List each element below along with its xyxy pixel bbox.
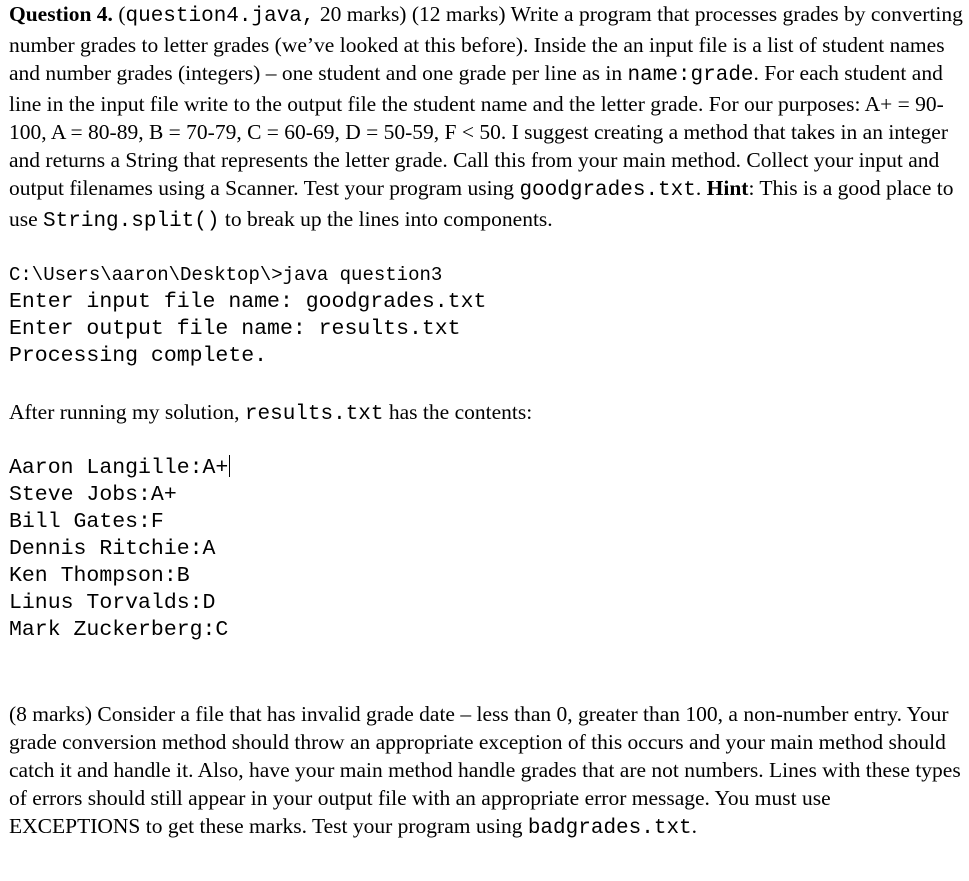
console-block [9, 262, 964, 370]
after-run-text-b: has the contents: [383, 400, 533, 424]
result-line: Mark Zuckerberg:C [9, 618, 229, 642]
result-line: Ken Thompson:B [9, 564, 190, 588]
test-file-code: goodgrades.txt [519, 179, 696, 202]
question-text-e: : This is a good place to use [9, 176, 954, 231]
console-line: Enter output file name: results.txt [9, 317, 461, 341]
results-block [9, 455, 964, 644]
bad-grades-file-code: badgrades.txt [527, 817, 692, 840]
console-command: C:\Users\aaron\Desktop\>java question3 [9, 264, 443, 286]
question-text-d: . [695, 176, 707, 200]
question-filename: question4.java, [125, 5, 315, 28]
text-cursor [229, 455, 230, 477]
part-two-text-a: (8 marks) Consider a file that has invalid grade date – less than 0, greater than 100, a non-number entry. Your grade conversion method should throw an appropriate exception of this occurs and your main method should catch it and handle it. Also, have your main method handle grades that are not numbers. Lines with these types of errors should still appear in your output file with an appropriate error message. You must use EXCEPTIONS to get these marks. Test your program using [9, 702, 961, 838]
result-line: Bill Gates:F [9, 510, 164, 534]
results-file-code: results.txt [244, 403, 384, 426]
question-text-c: . For each student and line in the input file write to the output file the student name and the letter grade. For our purposes: A+ = 90-100, A = 80-89, B = 70-79, C = 60-69, D = 50-59, F < 50. I suggest creating a method that takes in an integer and returns a String that represents the letter grade. Call this from your main method. Collect your input and output filenames using a Scanner. Test your program using [9, 61, 949, 200]
result-line: Linus Torvalds:D [9, 591, 216, 615]
result-line: Dennis Ritchie:A [9, 537, 216, 561]
part-two-paragraph [9, 700, 964, 843]
question-text-b: 20 marks) (12 marks) Write a program that processes grades by converting number grades to letter grades (we’ve looked at this before). Inside the an input file is a list of student names and number grades (integers) – one student and one grade per line as in [9, 2, 963, 85]
after-run-text-a: After running my solution, [9, 400, 245, 424]
question-text-f: to break up the lines into components. [219, 207, 553, 231]
format-code: name:grade [627, 64, 754, 87]
part-two-text-b: . [691, 814, 698, 838]
question-text-a: ( [112, 2, 126, 26]
result-line: Steve Jobs:A+ [9, 483, 177, 507]
question-label: Question 4. [9, 2, 113, 26]
console-line: Enter input file name: goodgrades.txt [9, 290, 487, 314]
question-paragraph [9, 0, 964, 236]
after-run-paragraph [9, 398, 964, 429]
console-line: Processing complete. [9, 344, 268, 368]
split-code: String.split() [43, 210, 220, 233]
hint-label: Hint [706, 176, 749, 200]
result-line: Aaron Langille:A+ [9, 456, 229, 480]
document [9, 0, 964, 843]
